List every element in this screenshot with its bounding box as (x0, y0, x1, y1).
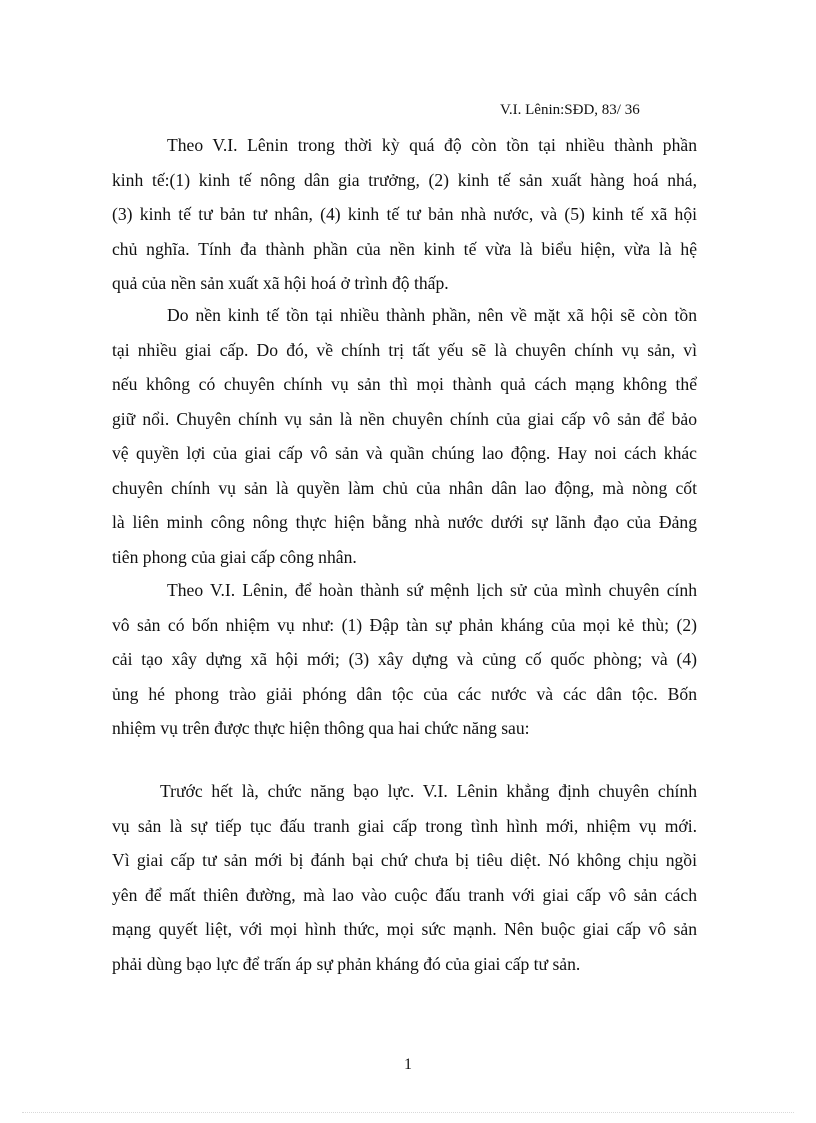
text-line: nếu không có chuyên chính vụ sản thì mọi thành quả cách mạng không thể (112, 374, 697, 394)
text-line: (3) kinh tế tư bản tư nhân, (4) kinh tế tư bản nhà nước, và (5) kinh tế xã hội (112, 204, 697, 224)
text-line: vệ quyền lợi của giai cấp vô sản và quần chúng lao động. Hay noi cách khác (112, 443, 697, 463)
text-line: mạng quyết liệt, với mọi hình thức, mọi sức mạnh. Nên buộc giai cấp vô sản (112, 919, 697, 939)
paragraph-proletarian-dictatorship (112, 298, 697, 574)
paragraph-transition-economy (112, 128, 697, 301)
paragraph-violence-function (112, 774, 697, 981)
text-line: vụ sản là sự tiếp tục đấu tranh giai cấp trong tình hình mới, nhiệm vụ mới. (112, 815, 697, 836)
text-line: quả của nền sản xuất xã hội hoá ở trình độ thấp. (112, 273, 449, 293)
paragraph-four-tasks (112, 573, 697, 746)
text-line: tiên phong của giai cấp công nhân. (112, 546, 357, 567)
text-line: vô sản có bốn nhiệm vụ như: (1) Đập tàn sự phản kháng của mọi kẻ thù; (2) (112, 614, 697, 635)
text-line: yên để mất thiên đường, mà lao vào cuộc đấu tranh với giai cấp vô sản cách (112, 884, 697, 905)
text-line: Trước hết là, chức năng bạo lực. V.I. Lênin khẳng định chuyên chính (160, 781, 697, 801)
source-reference: V.I. Lênin:SĐD, 83/ 36 (500, 102, 640, 118)
text-line: phải dùng bạo lực để trấn áp sự phản kháng đó của giai cấp tư sản. (112, 953, 581, 974)
text-line: Theo V.I. Lênin, để hoàn thành sứ mệnh lịch sử của mình chuyên cính (167, 580, 697, 600)
text-line: kinh tế:(1) kinh tế nông dân gia trưởng, (2) kinh tế sản xuất hàng hoá nhá, (112, 169, 697, 190)
text-line: là liên minh công nông thực hiện bằng nhà nước dưới sự lãnh đạo của Đảng (112, 512, 697, 532)
text-line: nhiệm vụ trên được thực hiện thông qua hai chức năng sau: (112, 718, 530, 738)
text-line: chủ nghĩa. Tính đa thành phần của nền kinh tế vừa là biểu hiện, vừa là hệ (112, 238, 697, 259)
text-line: tại nhiều giai cấp. Do đó, về chính trị tất yếu sẽ là chuyên chính vụ sản, vì (112, 339, 697, 360)
text-line: Do nền kinh tế tồn tại nhiều thành phần, nên về mặt xã hội sẽ còn tồn (167, 305, 697, 325)
text-line: giữ nổi. Chuyên chính vụ sản là nền chuyên chính của giai cấp vô sản để bảo (112, 408, 697, 429)
text-line: ủng hé phong trào giải phóng dân tộc của các nước và các dân tộc. Bốn (112, 683, 697, 704)
text-line: Theo V.I. Lênin trong thời kỳ quá độ còn tồn tại nhiều thành phần (167, 135, 697, 155)
text-line: chuyên chính vụ sản là quyền làm chủ của nhân dân lao động, mà nòng cốt (112, 477, 697, 498)
page-bottom-divider (22, 1112, 794, 1113)
text-line: cải tạo xây dựng xã hội mới; (3) xây dựng và củng cố quốc phòng; và (4) (112, 649, 697, 669)
text-line: Vì giai cấp tư sản mới bị đánh bại chứ chưa bị tiêu diệt. Nó không chịu ngồi (112, 850, 697, 870)
page-number: 1 (404, 1056, 412, 1073)
